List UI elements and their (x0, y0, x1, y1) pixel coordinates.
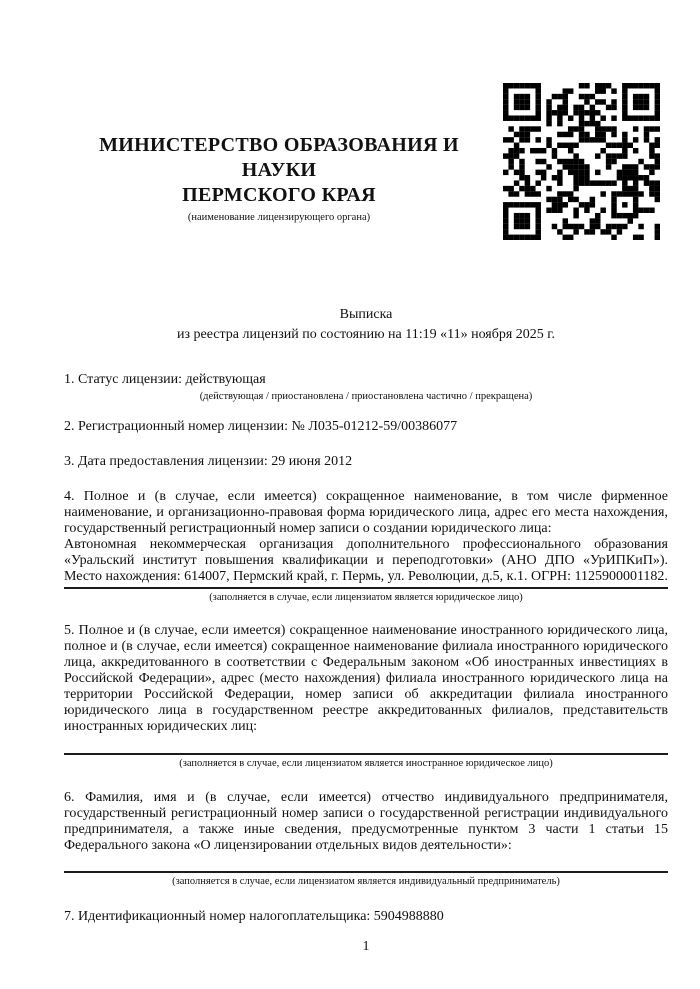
foreign-entity-fill-in-rule (64, 735, 668, 755)
field-legal-entity-text: 4. Полное и (в случае, если имеется) сокращенное наименование, в том числе фирменное наименование, и организационно-правовая форма юридического лица, адрес его места нахождения, государственный регистрационный номер записи о создании юридического лица: (64, 489, 668, 536)
field-legal-entity-value: Автономная некоммерческая организация дополнительного профессионального образования «Уральский институт повышения квалификации и переподготовки» (АНО ДПО «УрИПКиП»). Место нахождения: 614007, Пермский край, г. Пермь, ул. Революции, д.5, к.1. ОГРН: 1125900001182. (64, 537, 668, 589)
individual-entrepreneur-fill-in-rule (64, 854, 668, 873)
licensing-authority-caption: (наименование лицензирующего органа) (187, 212, 371, 223)
document-subtitle-date: из реестра лицензий по состоянию на 11:19 «11» ноября 2025 г. (177, 327, 555, 342)
ministry-name-line2: ПЕРМСКОГО КРАЯ (182, 184, 376, 206)
document-title: Выписка (339, 307, 393, 322)
document-title-block (64, 305, 668, 345)
qr-code-icon (503, 83, 660, 240)
field-individual-entrepreneur-caption: (заполняется в случае, если лицензиатом является индивидуальный предприниматель) (172, 876, 560, 887)
licensing-authority-block (64, 83, 494, 224)
ministry-name-line1: МИНИСТЕРСТВО ОБРАЗОВАНИЯ И НАУКИ (99, 134, 459, 181)
field-foreign-entity-caption: (заполняется в случае, если лицензиатом является иностранное юридическое лицо) (179, 758, 553, 769)
field-license-status-caption: (действующая / приостановлена / приостановлена частично / прекращена) (199, 391, 533, 402)
field-foreign-entity-text: 5. Полное и (в случае, если имеется) сокращенное наименование иностранного юридического лица, полное и (в случае, если имеется) сокращенное наименование филиала иностранного юридического лица, аккредитованного в соответствии с Федеральным законом «Об иностранных инвестициях в Российской Федерации», адрес (место нахождения) филиала иностранного юридического лица на территории Российской Федерации, номер записи об аккредитации филиала иностранного юридического лица в государственном реестре аккредитованных филиалов, представительств иностранных юридических лиц: (64, 623, 668, 734)
page-number: 1 (362, 939, 370, 954)
field-individual-entrepreneur-text: 6. Фамилия, имя и (в случае, если имеется) отчество индивидуального предпринимателя, государственный регистрационный номер записи о государственной регистрации индивидуального предпринимателя, а также иные сведения, предусмотренные пунктом 3 части 1 статьи 15 Федерального закона «О лицензировании отдельных видов деятельности»: (64, 790, 668, 853)
field-license-status: 1. Статус лицензии: действующая (64, 372, 266, 387)
field-license-grant-date: 3. Дата предоставления лицензии: 29 июня 2012 (64, 454, 353, 469)
field-registration-number: 2. Регистрационный номер лицензии: № Л035-01212-59/00386077 (64, 419, 458, 434)
field-taxpayer-id: 7. Идентификационный номер налогоплательщика: 5904988880 (64, 909, 444, 924)
field-legal-entity-caption: (заполняется в случае, если лицензиатом является юридическое лицо) (209, 592, 523, 603)
document-header (64, 83, 668, 243)
